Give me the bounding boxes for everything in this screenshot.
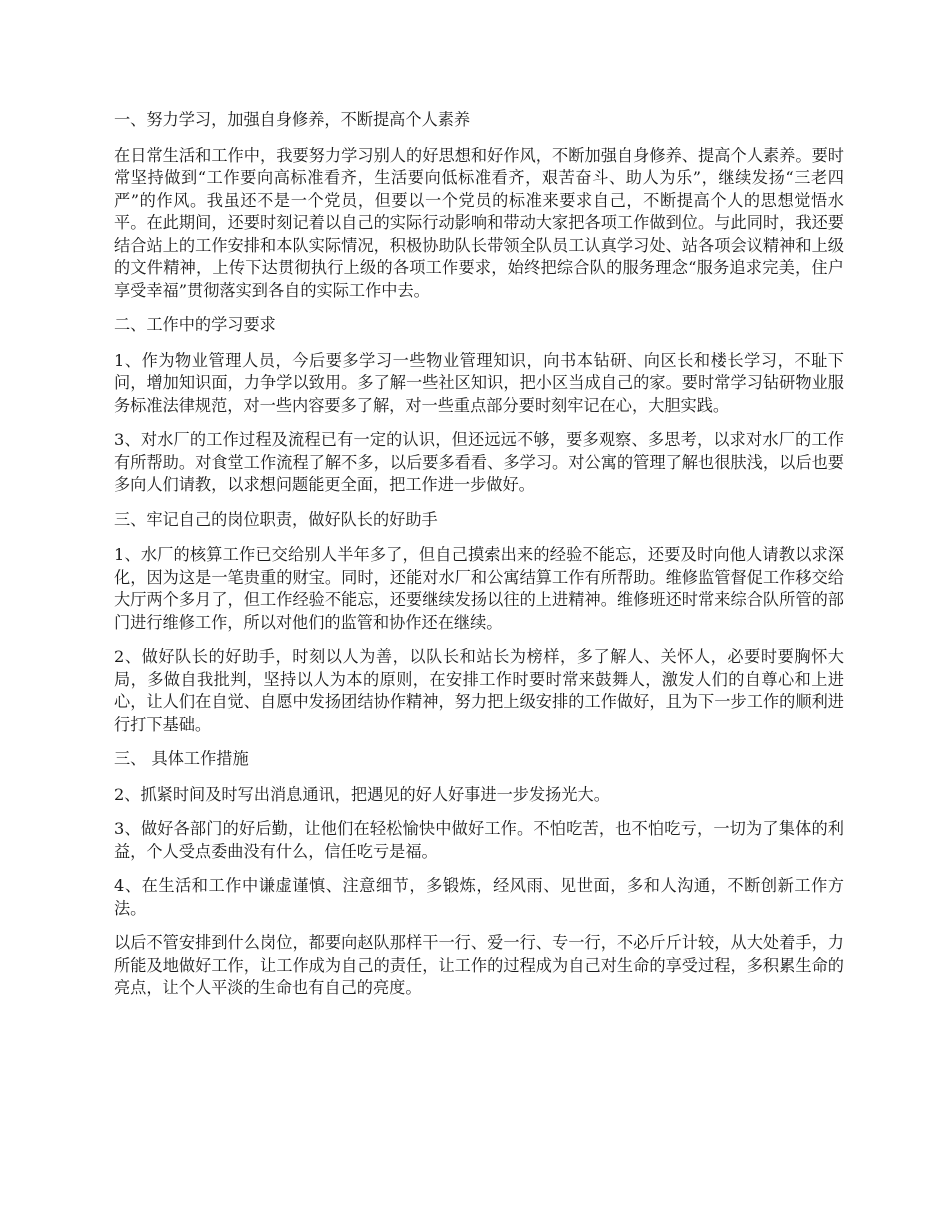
paragraph: 1、作为物业管理人员，今后要多学习一些物业管理知识，向书本钻研、向区长和楼长学习，不耻下问，增加知识面，力争学以致用。多了解一些社区知识，把小区当成自己的家。要时常学习钻研物业服务标准法律规范，对一些内容要多了解，对一些重点部分要时刻牢记在心，大胆实践。 bbox=[114, 350, 844, 415]
paragraph: 3、做好各部门的好后勤，让他们在轻松愉快中做好工作。不怕吃苦，也不怕吃亏，一切为了集体的利益，个人受点委曲没有什么，信任吃亏是福。 bbox=[114, 819, 844, 861]
paragraph: 2、做好队长的好助手，时刻以人为善，以队长和站长为榜样，多了解人、关怀人，必要时要胸怀大局，多做自我批判，坚持以人为本的原则，在安排工作时要时常来鼓舞人，激发人们的自尊心和上进心，让人们在自觉、自愿中发扬团结协作精神，努力把上级安排的工作做好，且为下一步工作的顺利进行打下基础。 bbox=[114, 647, 844, 734]
paragraph: 3、对水厂的工作过程及流程已有一定的认识，但还远远不够，要多观察、多思考，以求对水厂的工作有所帮助。对食堂工作流程了解不多，以后要多看看、多学习。对公寓的管理了解也很肤浅，以后也要多向人们请教，以求想问题能更全面，把工作进一步做好。 bbox=[114, 430, 844, 494]
section-heading-3: 三、牢记自己的岗位职责，做好队长的好助手 bbox=[114, 509, 438, 529]
section-heading-4: 三、 具体工作措施 bbox=[114, 749, 249, 768]
paragraph: 以后不管安排到什么岗位，都要向赵队那样干一行、爱一行、专一行，不必斤斤计较，从大处着手，力所能及地做好工作，让工作成为自己的责任，让工作的过程成为自己对生命的享受过程，多积累生命的亮点，让个人平淡的生命也有自己的亮度。 bbox=[114, 933, 844, 997]
section-heading-2: 二、工作中的学习要求 bbox=[114, 315, 276, 334]
paragraph: 4、在生活和工作中谦虚谨慎、注意细节，多锻炼，经风雨、见世面，多和人沟通，不断创新工作方法。 bbox=[114, 876, 844, 918]
section-heading-1: 一、努力学习，加强自身修养，不断提高个人素养 bbox=[114, 110, 471, 129]
paragraph: 在日常生活和工作中，我要努力学习别人的好思想和好作风，不断加强自身修养、提高个人素养。要时常坚持做到“工作要向高标准看齐，生活要向低标准看齐，艰苦奋斗、助人为乐”，继续发扬“三老四严”的作风。我虽还不是一个党员，但要以一个党员的标准来要求自己，不断提高个人的思想觉悟水平。在此期间，还要时刻记着以自己的实际行动影响和带动大家把各项工作做到位。与此同时，我还要结合站上的工作安排和本队实际情况，积极协助队长带领全队员工认真学习处、站各项会议精神和上级的文件精神，上传下达贯彻执行上级的各项工作要求，始终把综合队的服务理念“服务追求完美，住户享受幸福”贯彻落实到各自的实际工作中去。 bbox=[114, 145, 844, 300]
paragraph: 1、水厂的核算工作已交给别人半年多了，但自己摸索出来的经验不能忘，还要及时向他人请教以求深化，因为这是一笔贵重的财宝。同时，还能对水厂和公寓结算工作有所帮助。维修监管督促工作移交给大厅两个多月了，但工作经验不能忘，还要继续发扬以往的上进精神。维修班还时常来综合队所管的部门进行维修工作，所以对他们的监管和协作还在继续。 bbox=[114, 545, 844, 632]
paragraph: 2、抓紧时间及时写出消息通讯，把遇见的好人好事进一步发扬光大。 bbox=[114, 784, 610, 804]
document-body bbox=[114, 109, 844, 1012]
